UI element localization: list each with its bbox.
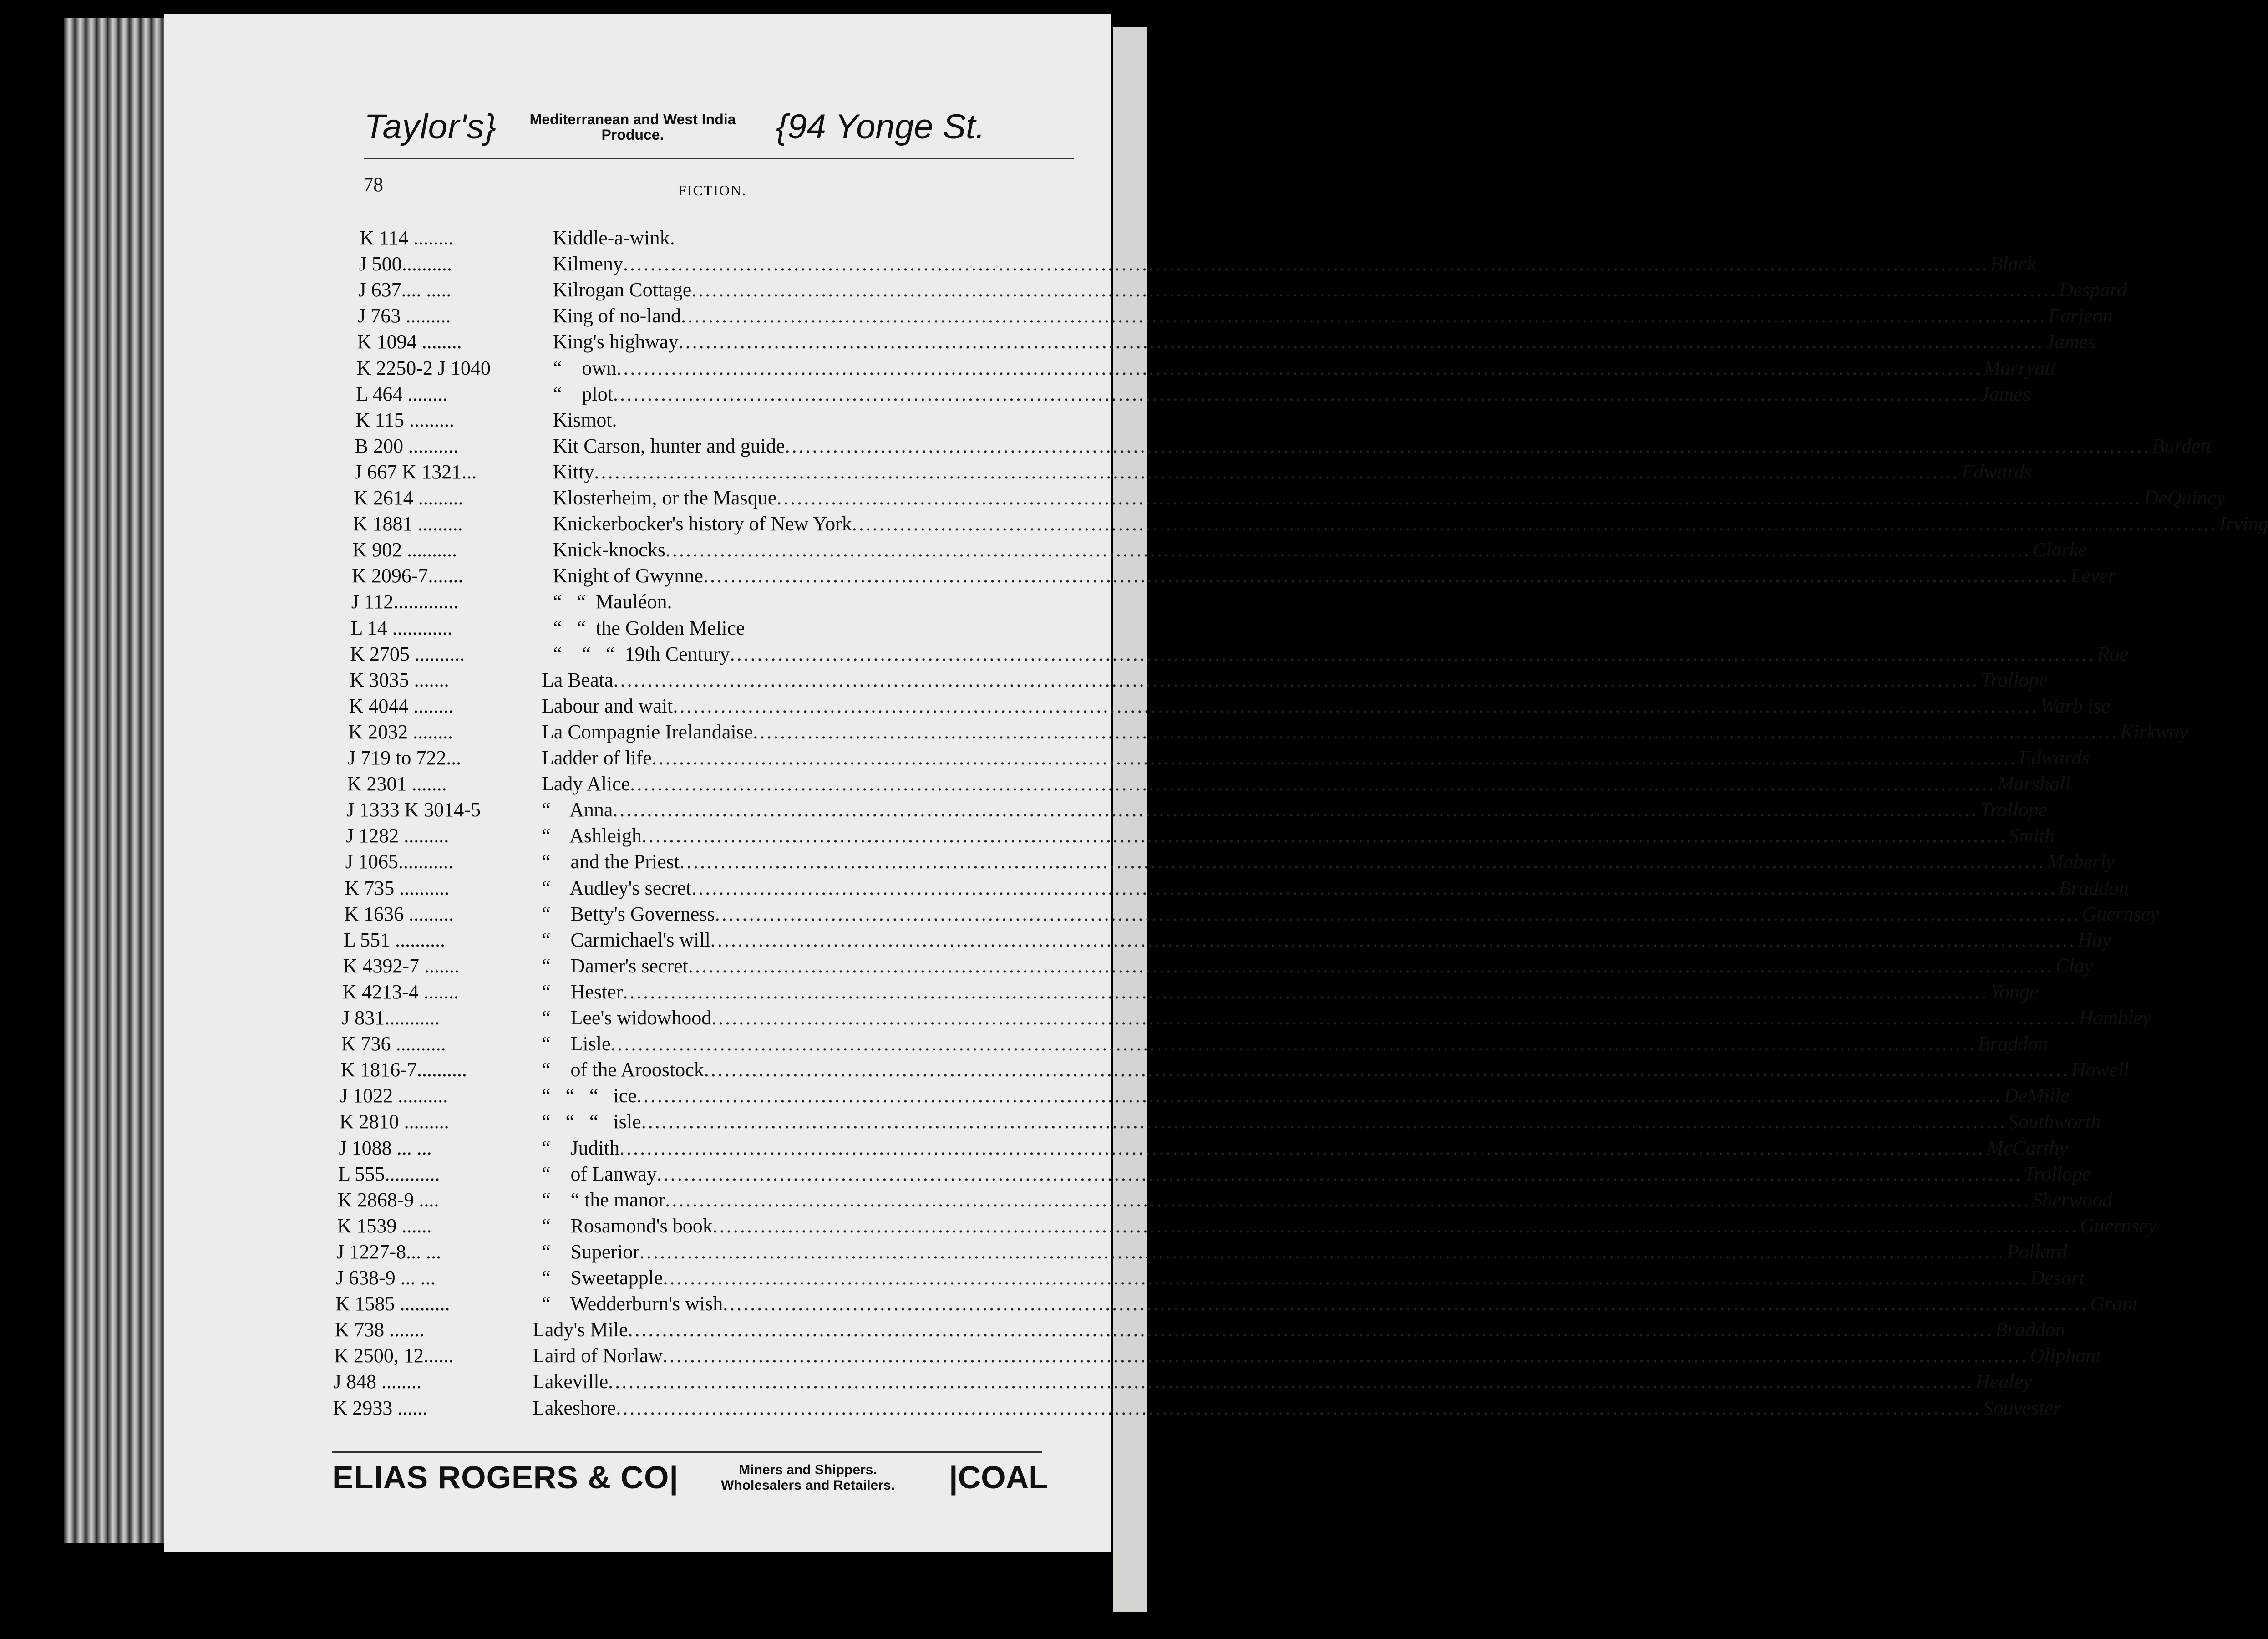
call-number: K 2032 ........ — [348, 720, 453, 743]
call-number: K 2705 .......... — [350, 642, 465, 665]
list-item: J 500.......... Kilmeny ........................................................................................................................................................................................................ Black — [359, 251, 1074, 277]
call-number: K 114 ........ — [360, 227, 454, 249]
book-title: “ Superior — [541, 1240, 640, 1263]
book-author: Southworth — [2008, 1110, 2101, 1133]
book-author: Lever — [2070, 565, 2116, 587]
list-item: K 736 .......... “ Lisle ........................................................................................................................................................................................................ Braddon — [341, 1031, 1056, 1057]
book-title: La Compagnie Irelandaise — [541, 720, 753, 743]
book-author: Clarke — [2032, 539, 2087, 561]
book-title: “ of Lanway — [541, 1162, 657, 1185]
call-number: K 2810 ......... — [339, 1110, 449, 1133]
list-item: K 2032 ........ La Compagnie Irelandaise ........................................................................................................................................................................................................ Kirkway — [348, 719, 1063, 745]
list-item: J 763 ......... King of no-land ........................................................................................................................................................................................................ Farjeon — [358, 303, 1072, 329]
list-item: K 2250-2 J 1040 “ own ........................................................................................................................................................................................................ Marryatt — [357, 356, 1071, 381]
book-title: “ Rosamond's book — [541, 1214, 713, 1237]
book-title: “ own — [553, 356, 617, 379]
list-item: K 1816-7.......... “ of the Aroostock ........................................................................................................................................................................................................ Howell — [340, 1057, 1055, 1083]
book-title: Kit Carson, hunter and guide — [553, 434, 785, 457]
book-author: Guernsey — [2080, 1214, 2157, 1237]
advertisement-header — [364, 102, 1079, 153]
list-item: J 637.... ..... Kilrogan Cottage ........................................................................................................................................................................................................ Despard — [358, 277, 1073, 303]
book-author: Maberly — [2047, 850, 2115, 873]
book-author: Trollope — [1980, 799, 2047, 821]
book-title: King of no-land — [553, 305, 681, 327]
footer-rule — [332, 1451, 1042, 1453]
book-title: “ and the Priest — [541, 850, 680, 873]
call-number: K 736 .......... — [341, 1033, 446, 1055]
book-author: Trollope — [1980, 668, 2048, 691]
call-number: J 112............. — [351, 590, 459, 613]
call-number: J 638-9 ... ... — [336, 1267, 436, 1289]
book-author: Warb ise — [2040, 694, 2110, 717]
list-item: J 1333 K 3014-5 “ Anna ........................................................................................................................................................................................................ Trollope — [346, 797, 1061, 823]
call-number: K 115 ......... — [355, 408, 455, 431]
call-number: K 735 .......... — [345, 876, 450, 899]
list-item: J 719 to 722... Ladder of life ........................................................................................................................................................................................................ Edwards — [348, 745, 1062, 771]
book-title: Kilmeny — [553, 253, 623, 275]
book-title: King's highway — [553, 331, 679, 353]
book-title: Ladder of life — [542, 747, 652, 769]
list-item: J 831........... “ Lee's widowhood ........................................................................................................................................................................................................ Hambley — [342, 1005, 1056, 1031]
book-title: “ Ashleigh — [541, 825, 642, 847]
call-number: K 3035 ....... — [349, 668, 449, 691]
call-number: J 667 K 1321... — [354, 460, 477, 483]
book-author: Smith — [2009, 825, 2055, 847]
list-item: J 1227-8... ... “ Superior ........................................................................................................................................................................................................ Pollard — [336, 1239, 1051, 1265]
book-author: Oliphant — [2030, 1344, 2101, 1367]
book-title: “ “ the manor — [541, 1188, 665, 1211]
store-address: {94 Yonge St. — [776, 107, 985, 146]
book-title: “ Carmichael's will — [541, 928, 710, 951]
list-item: K 4213-4 ....... “ Hester ........................................................................................................................................................................................................ Yonge — [342, 979, 1057, 1005]
book-author: Pollard — [2007, 1240, 2067, 1263]
call-number: K 1636 ......... — [344, 902, 454, 925]
page-edges — [64, 18, 168, 1543]
book-author: Burdett — [2152, 434, 2212, 457]
section-title: FICTION. — [678, 182, 747, 199]
book-author: Edwards — [2019, 747, 2090, 769]
list-item: K 2933 ...... Lakeshore ........................................................................................................................................................................................................ Souvester — [333, 1395, 1048, 1421]
book-author: DeMille — [2004, 1084, 2070, 1107]
book-title: “ “ “ isle — [541, 1110, 641, 1133]
list-item: K 1094 ........ King's highway ........................................................................................................................................................................................................ James — [357, 329, 1072, 355]
header-rule — [364, 158, 1074, 159]
list-item: K 738 ....... Lady's Mile ........................................................................................................................................................................................................ Braddon — [335, 1317, 1049, 1343]
call-number: K 2500, 12...... — [334, 1344, 454, 1367]
book-title: Lakeshore — [533, 1396, 616, 1419]
book-title: La Beata — [541, 668, 614, 691]
book-title: “ Damer's secret — [541, 954, 688, 977]
list-item: K 1636 ......... “ Betty's Governess ........................................................................................................................................................................................................ Guernsey — [344, 901, 1059, 927]
book-author: Clay — [2055, 954, 2093, 977]
book-title: “ plot — [553, 382, 613, 405]
call-number: J 1333 K 3014-5 — [346, 799, 481, 821]
list-item: K 2096-7....... Knight of Gwynne ........................................................................................................................................................................................................ Lever — [352, 563, 1066, 589]
call-number: J 637.... ..... — [358, 279, 452, 301]
list-item: K 735 .......... “ Audley's secret ........................................................................................................................................................................................................ Braddon — [345, 875, 1060, 901]
book-author: Marshall — [1997, 773, 2071, 795]
list-item: K 2868-9 .... “ “ the manor ........................................................................................................................................................................................................ Sherwood — [338, 1187, 1052, 1213]
book-author: McCarthy — [1987, 1136, 2068, 1159]
list-item: J 638-9 ... ... “ Sweetapple ........................................................................................................................................................................................................ Desart — [336, 1265, 1050, 1291]
list-item: K 4044 ........ Labour and wait ........................................................................................................................................................................................................ Warb ise — [349, 693, 1064, 719]
list-item: K 902 .......... Knick-knocks ........................................................................................................................................................................................................ Clarke — [352, 537, 1067, 563]
book-title: “ Sweetapple — [542, 1267, 663, 1289]
call-number: K 902 .......... — [352, 539, 457, 561]
book-author: Howell — [2071, 1059, 2129, 1081]
call-number: J 500.......... — [359, 253, 452, 275]
footer-company: ELIAS ROGERS & CO| — [332, 1460, 679, 1495]
book-title: “ “ Mauléon. — [553, 590, 672, 613]
list-item: K 2810 ......... “ “ “ isle ........................................................................................................................................................................................................ Southworth — [340, 1109, 1054, 1135]
call-number: J 763 ......... — [358, 305, 451, 327]
book-title: Labour and wait — [541, 694, 673, 717]
call-number: B 200 .......... — [355, 434, 458, 457]
footer-product: |COAL — [949, 1460, 1048, 1495]
page-number: 78 — [363, 173, 383, 196]
list-item: K 2614 ......... Klosterheim, or the Masque ........................................................................................................................................................................................................ DeQuincy — [354, 485, 1068, 511]
list-item: B 200 .......... Kit Carson, hunter and guide ........................................................................................................................................................................................................ Burdett — [355, 433, 1070, 459]
book-author: Sherwood — [2032, 1188, 2113, 1211]
call-number: K 1881 ......... — [353, 513, 463, 535]
list-item: K 1539 ...... “ Rosamond's book ........................................................................................................................................................................................................ Guernsey — [337, 1213, 1052, 1239]
call-number: K 2096-7....... — [352, 565, 463, 587]
book-author: James — [1980, 382, 2030, 405]
call-number: J 1088 ... ... — [339, 1136, 432, 1159]
call-number: K 2933 ...... — [333, 1396, 428, 1419]
book-author: Edwards — [1961, 460, 2032, 483]
book-author: Despard — [2059, 279, 2127, 301]
list-item: K 1881 ......... Knickerbocker's history of New York ........................................................................................................................................................................................................ Irving — [353, 511, 1068, 537]
book-title: “ “ the Golden Melice — [553, 616, 745, 639]
call-number: K 2301 ....... — [347, 773, 447, 795]
book-title: “ “ “ ice — [541, 1084, 637, 1107]
book-title: Lady Alice — [541, 773, 630, 795]
list-item — [355, 407, 1070, 433]
list-item: K 2500, 12...... Laird of Norlaw ........................................................................................................................................................................................................ Oliphant — [334, 1343, 1049, 1369]
call-number: K 1585 .......... — [335, 1293, 450, 1315]
book-title: “ “ “ 19th Century — [553, 642, 730, 665]
call-number: K 4392-7 ....... — [343, 954, 460, 977]
call-number: J 719 to 722... — [348, 747, 462, 769]
call-number: J 831........... — [342, 1007, 440, 1029]
store-name: Taylor's} — [364, 107, 497, 146]
book-author: Healey — [1975, 1370, 2032, 1393]
list-item: L 464 ........ “ plot ........................................................................................................................................................................................................ James — [356, 382, 1071, 407]
list-item — [351, 589, 1066, 615]
book-title: “ Anna — [541, 799, 613, 821]
book-author: Black — [1990, 253, 2036, 275]
book-title: Klosterheim, or the Masque — [553, 487, 777, 509]
call-number: J 1282 ......... — [346, 825, 449, 847]
list-item: K 2705 .......... “ “ “ 19th Century ........................................................................................................................................................................................................ Roe — [350, 641, 1065, 667]
call-number: J 1022 .......... — [340, 1084, 448, 1107]
list-item: J 667 K 1321... Kitty ........................................................................................................................................................................................................ Edwards — [354, 459, 1069, 485]
book-author: DeQuincy — [2144, 487, 2225, 509]
list-item: J 1022 .......... “ “ “ ice ........................................................................................................................................................................................................ DeMille — [340, 1083, 1055, 1109]
book-author: Kirkway — [2120, 720, 2188, 743]
book-author: James — [2045, 331, 2096, 353]
book-title: “ Betty's Governess — [541, 902, 715, 925]
call-number: L 551 .......... — [343, 928, 446, 951]
call-number: K 1816-7.......... — [340, 1059, 467, 1081]
call-number: K 4213-4 ....... — [342, 980, 459, 1003]
book-author: Souvester — [1983, 1396, 2061, 1419]
book-title: Knight of Gwynne — [553, 565, 703, 587]
call-number: L 555........... — [338, 1162, 440, 1185]
list-item: J 1282 ......... “ Ashleigh ........................................................................................................................................................................................................ Smith — [346, 823, 1060, 849]
call-number: J 1227-8... ... — [336, 1240, 441, 1263]
book-author: Desart — [2030, 1267, 2085, 1289]
list-item: J 1065........... “ and the Priest ........................................................................................................................................................................................................ Maberly — [345, 849, 1060, 875]
list-item: K 4392-7 ....... “ Damer's secret ........................................................................................................................................................................................................ Clay — [343, 953, 1058, 979]
footer-tagline: Miners and Shippers. Wholesalers and Retailers. — [721, 1462, 895, 1493]
book-author: Roe — [2097, 642, 2128, 665]
call-number: K 2868-9 .... — [337, 1188, 439, 1211]
book-author: Marryatt — [1984, 356, 2056, 379]
list-item: J 848 ........ Lakeville ........................................................................................................................................................................................................ Healey — [334, 1369, 1048, 1395]
book-title: Lakeville — [532, 1370, 609, 1393]
list-item — [351, 616, 1066, 641]
book-author: Trollope — [2024, 1162, 2091, 1185]
call-number: L 464 ........ — [356, 382, 448, 405]
call-number: J 848 ........ — [333, 1370, 421, 1393]
list-item: J 1088 ... ... “ Judith ........................................................................................................................................................................................................ McCarthy — [339, 1135, 1054, 1161]
produce-text: Mediterranean and West India Produce. — [529, 111, 736, 143]
book-title: Kitty — [553, 460, 594, 483]
book-title: Laird of Norlaw — [532, 1344, 663, 1367]
call-number: K 2250-2 J 1040 — [356, 356, 491, 379]
book-title: Kiddle-a-wink. — [553, 227, 675, 249]
book-author: Braddon — [1995, 1318, 2065, 1341]
book-title: Kilrogan Cottage — [553, 279, 692, 301]
list-item: K 2301 ....... Lady Alice ........................................................................................................................................................................................................ Marshall — [347, 771, 1062, 797]
book-title: Knickerbocker's history of New York — [553, 513, 852, 535]
call-number: K 2614 ......... — [354, 487, 463, 509]
book-title: “ Hester — [541, 980, 623, 1003]
list-item: L 555........... “ of Lanway ........................................................................................................................................................................................................ Trollope — [338, 1161, 1053, 1187]
list-item — [360, 225, 1074, 251]
list-item: K 3035 ....... La Beata ........................................................................................................................................................................................................ Trollope — [350, 667, 1064, 693]
call-number: K 1539 ...... — [337, 1214, 432, 1237]
call-number: L 14 ............ — [350, 616, 452, 639]
call-number: K 1094 ........ — [357, 331, 462, 353]
book-title: “ Lisle — [541, 1033, 611, 1055]
call-number: K 4044 ........ — [349, 694, 454, 717]
book-author: Irving — [2219, 513, 2268, 535]
book-author: Guernsey — [2082, 902, 2159, 925]
book-title: “ of the Aroostock — [541, 1059, 704, 1081]
book-title: “ Audley's secret — [542, 876, 692, 899]
book-title: Knick-knocks — [553, 539, 665, 561]
book-author: Braddon — [2059, 876, 2129, 899]
book-title: “ Judith — [542, 1136, 620, 1159]
book-author: Farjeon — [2048, 305, 2113, 327]
book-author: Yonge — [1990, 980, 2039, 1003]
list-item: K 1585 .......... “ Wedderburn's wish ........................................................................................................................................................................................................ Grant — [335, 1291, 1050, 1317]
book-title: “ Wedderburn's wish — [541, 1293, 723, 1315]
call-number: K 738 ....... — [335, 1318, 425, 1341]
book-title: Lady's Mile — [532, 1318, 628, 1341]
list-item: L 551 .......... “ Carmichael's will ........................................................................................................................................................................................................ Hay — [344, 927, 1058, 953]
book-author: Hay — [2077, 928, 2111, 951]
book-author: Grant — [2090, 1293, 2138, 1315]
book-title: “ Lee's widowhood — [542, 1007, 712, 1029]
call-number: J 1065........... — [345, 850, 453, 873]
book-author: Braddon — [1978, 1033, 2048, 1055]
book-title: Kismot. — [553, 408, 617, 431]
book-author: Hambley — [2079, 1007, 2151, 1029]
